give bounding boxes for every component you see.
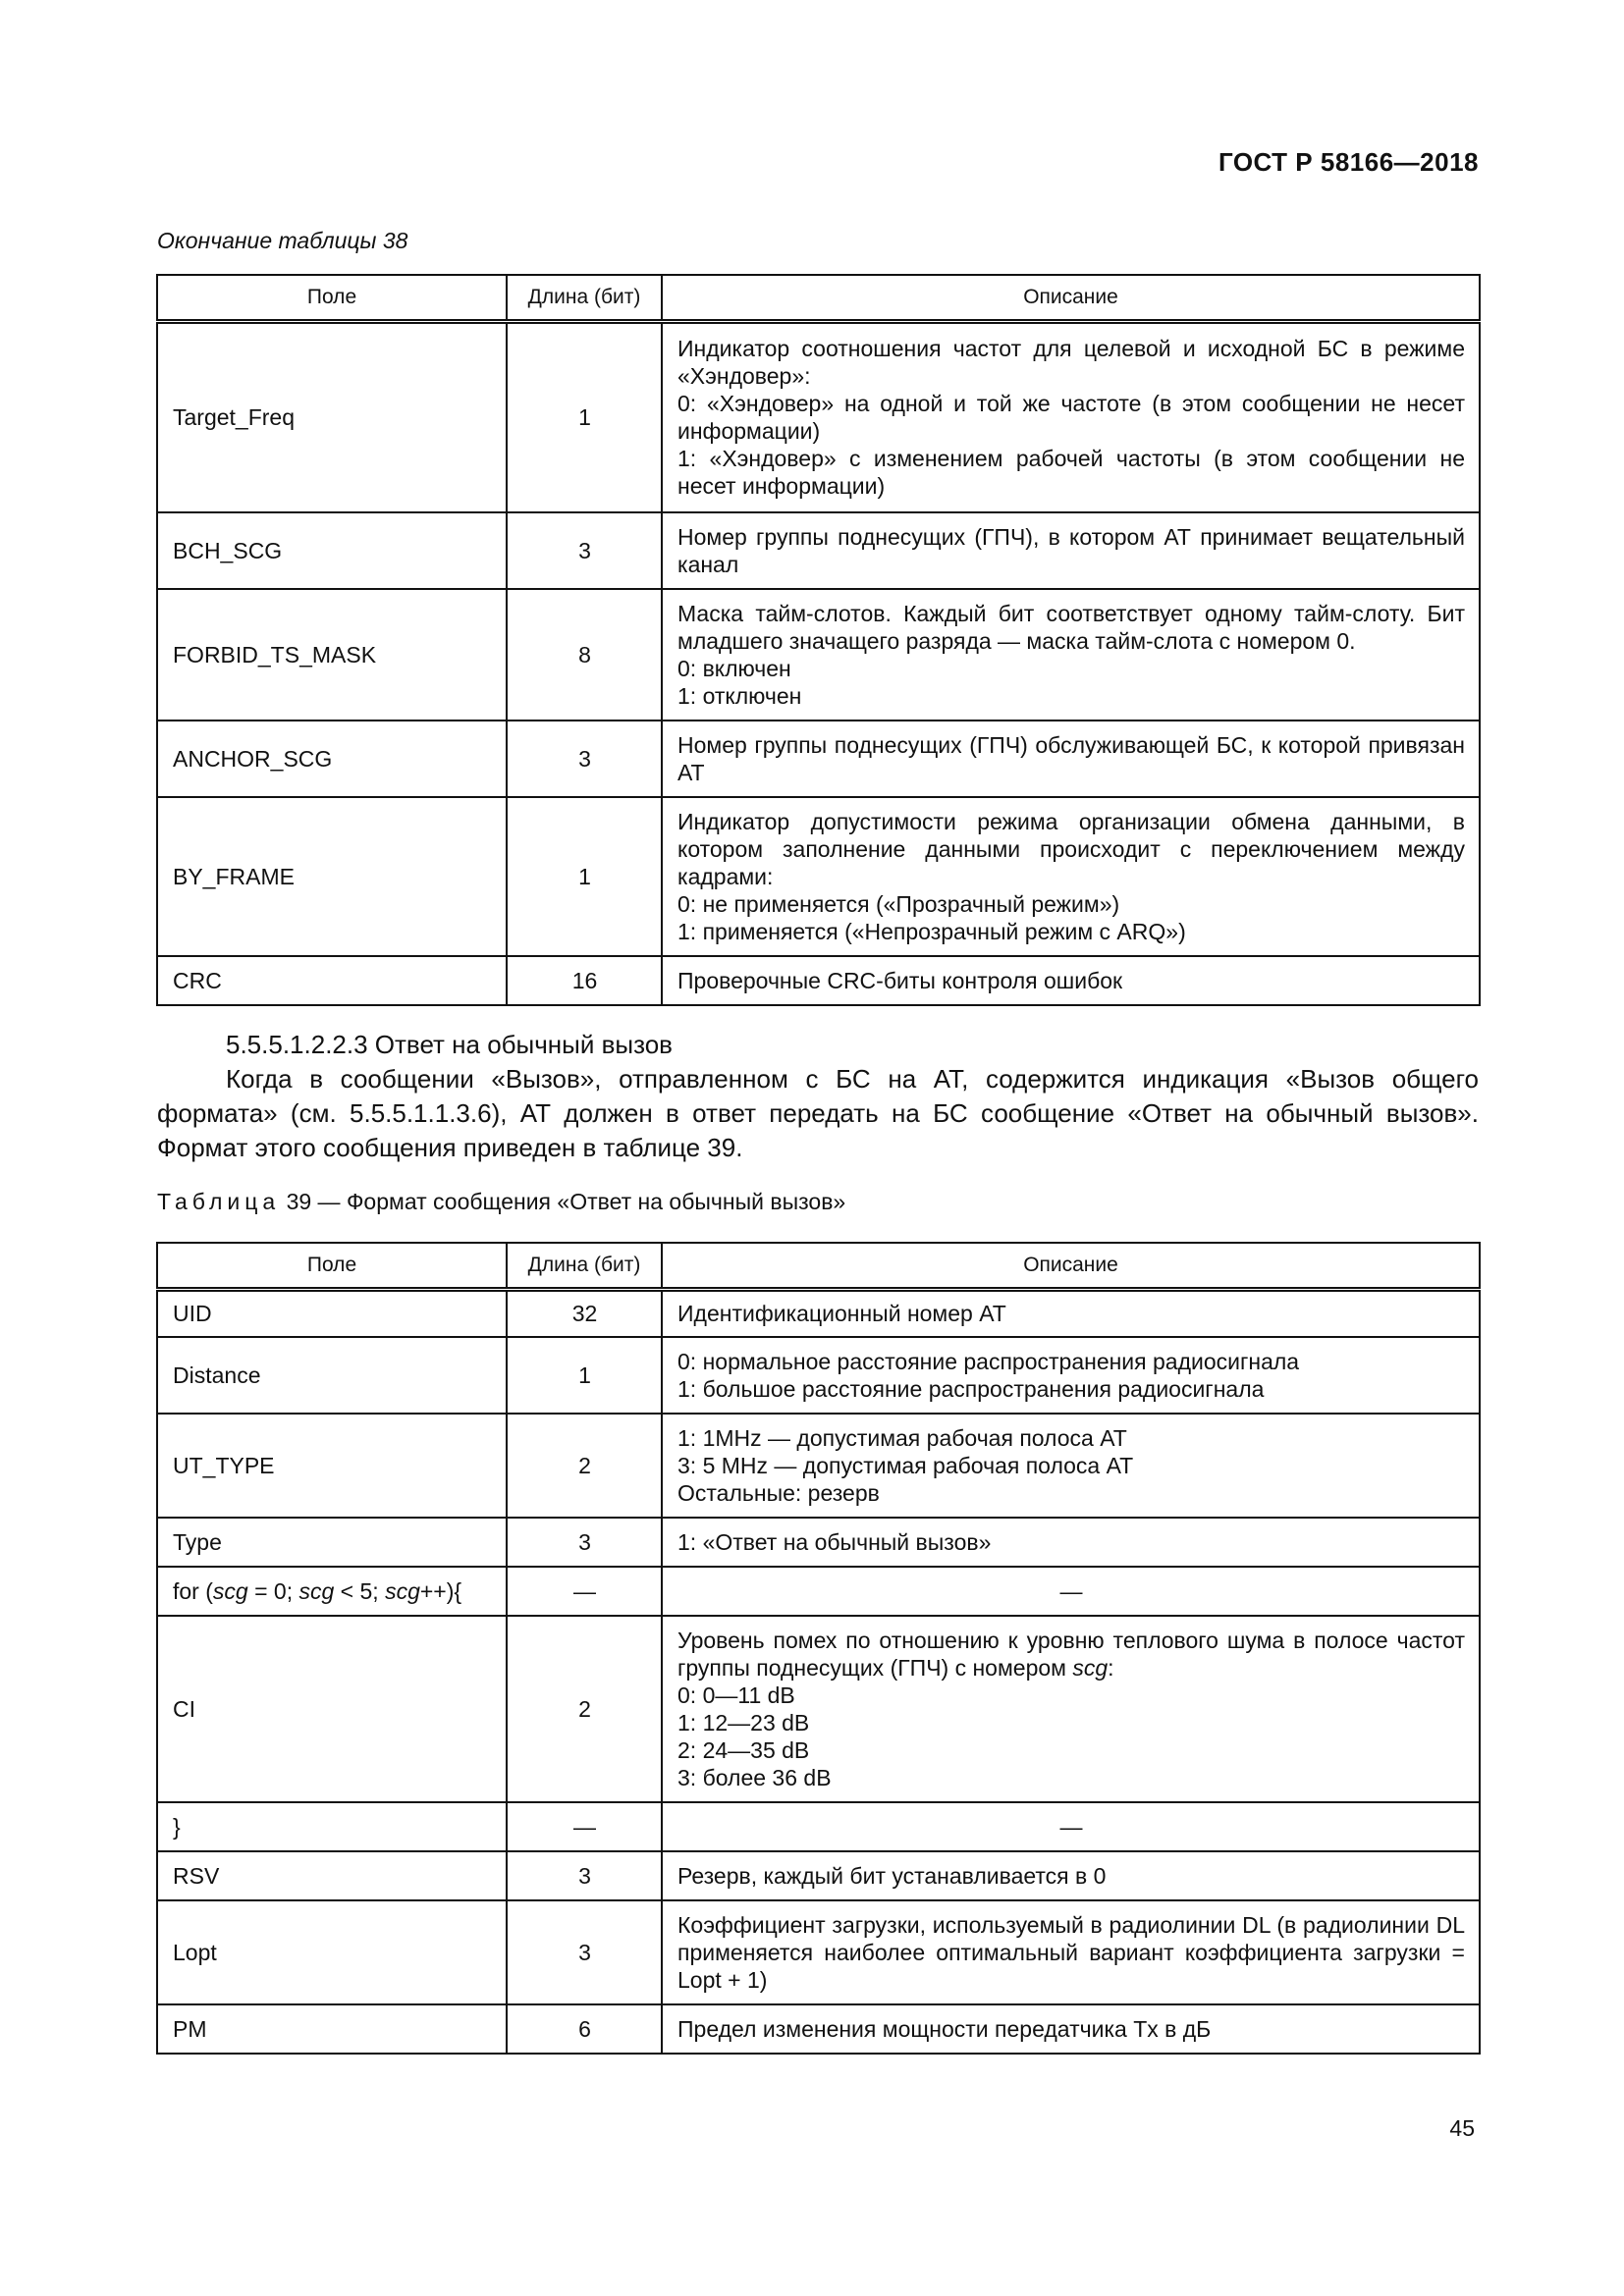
column-header-field: Поле <box>157 1243 507 1290</box>
field-cell: BY_FRAME <box>157 797 507 956</box>
table-row <box>157 956 1480 1005</box>
field-cell: Target_Freq <box>157 322 507 512</box>
field-cell: BCH_SCG <box>157 512 507 589</box>
table-row <box>157 1337 1480 1414</box>
length-cell: 6 <box>507 2004 662 2054</box>
variable-scg: scg <box>1072 1654 1109 1681</box>
section-block <box>157 1028 1479 1165</box>
table-row <box>157 322 1480 512</box>
column-header-field: Поле <box>157 275 507 322</box>
table-39 <box>156 1242 1481 2055</box>
description-cell: Индикатор допустимости режима организации обмена данными, в котором заполнение данными происходит с переключением между кадрами: 0: не применяется («Прозрачный режим») 1: применяется («Непрозрачный режим с ARQ») <box>662 797 1480 956</box>
field-cell: Distance <box>157 1337 507 1414</box>
table-row <box>157 797 1480 956</box>
length-cell: 3 <box>507 512 662 589</box>
field-cell: PM <box>157 2004 507 2054</box>
description-cell: — <box>662 1802 1480 1851</box>
table-row <box>157 2004 1480 2054</box>
description-cell: Предел изменения мощности передатчика Tx в дБ <box>662 2004 1480 2054</box>
description-cell: — <box>662 1567 1480 1616</box>
length-cell: 16 <box>507 956 662 1005</box>
length-cell: — <box>507 1802 662 1851</box>
description-cell: Уровень помех по отношению к уровню теплового шума в полосе частот группы поднесущих (ГПЧ) с номером scg: 0: 0—11 dB 1: 12—23 dB 2: 24—35 dB 3: более 36 dB <box>662 1616 1480 1802</box>
field-cell: ANCHOR_SCG <box>157 721 507 797</box>
table-row <box>157 512 1480 589</box>
table-row <box>157 1851 1480 1900</box>
description-cell: Маска тайм-слотов. Каждый бит соответствует одному тайм-слоту. Бит младшего значащего разряда — маска тайм-слота с номером 0. 0: включен 1: отключен <box>662 589 1480 721</box>
table-row <box>157 589 1480 721</box>
section-paragraph: Когда в сообщении «Вызов», отправленном с БС на АТ, содержится индикация «Вызов общего формата» (см. 5.5.5.1.1.3.6), АТ должен в ответ передать на БС сообщение «Ответ на обычный вызов». Формат этого сообщения приведен в таблице 39. <box>157 1064 1479 1162</box>
table-row <box>157 1900 1480 2004</box>
description-cell: 1: «Ответ на обычный вызов» <box>662 1518 1480 1567</box>
standard-code: ГОСТ Р 58166—2018 <box>1218 147 1479 177</box>
length-cell: 3 <box>507 1900 662 2004</box>
description-cell: Коэффициент загрузки, используемый в радиолинии DL (в радиолинии DL применяется наиболее оптимальный вариант коэффициента загрузки = Lopt + 1) <box>662 1900 1480 2004</box>
field-cell: FORBID_TS_MASK <box>157 589 507 721</box>
description-cell: Идентификационный номер АТ <box>662 1290 1480 1337</box>
section-heading: 5.5.5.1.2.2.3 Ответ на обычный вызов <box>226 1030 673 1059</box>
column-header-length: Длина (бит) <box>507 1243 662 1290</box>
description-cell: Резерв, каждый бит устанавливается в 0 <box>662 1851 1480 1900</box>
table-header-row <box>157 275 1480 322</box>
table-row <box>157 1290 1480 1337</box>
page-number: 45 <box>1449 2115 1475 2141</box>
table-continuation-label: Окончание таблицы 38 <box>157 228 408 253</box>
length-cell: 2 <box>507 1414 662 1518</box>
description-cell: Номер группы поднесущих (ГПЧ), в котором АТ принимает вещательный канал <box>662 512 1480 589</box>
field-cell: UID <box>157 1290 507 1337</box>
length-cell: 32 <box>507 1290 662 1337</box>
table-39-caption <box>157 1189 845 1215</box>
table-header-row <box>157 1243 1480 1290</box>
length-cell: 3 <box>507 721 662 797</box>
field-cell: CRC <box>157 956 507 1005</box>
column-header-description: Описание <box>662 1243 1480 1290</box>
length-cell: 3 <box>507 1851 662 1900</box>
length-cell: 1 <box>507 1337 662 1414</box>
field-cell: Lopt <box>157 1900 507 2004</box>
length-cell: 8 <box>507 589 662 721</box>
length-cell: 1 <box>507 797 662 956</box>
length-cell: — <box>507 1567 662 1616</box>
description-cell: 1: 1MHz — допустимая рабочая полоса АТ 3: 5 MHz — допустимая рабочая полоса АТ Остальные: резерв <box>662 1414 1480 1518</box>
field-cell: RSV <box>157 1851 507 1900</box>
description-cell: Индикатор соотношения частот для целевой и исходной БС в режиме «Хэндовер»: 0: «Хэндовер» на одной и той же частоте (в этом сообщении не несет информации) 1: «Хэндовер» с изменением рабочей частоты (в этом сообщении не несет информации) <box>662 322 1480 512</box>
table-row <box>157 1616 1480 1802</box>
field-cell: Type <box>157 1518 507 1567</box>
field-cell: UT_TYPE <box>157 1414 507 1518</box>
field-cell: CI <box>157 1616 507 1802</box>
length-cell: 1 <box>507 322 662 512</box>
table-caption-label: Таблица <box>157 1189 281 1214</box>
table-38 <box>156 274 1481 1006</box>
column-header-description: Описание <box>662 275 1480 322</box>
table-caption-text: 39 — Формат сообщения «Ответ на обычный вызов» <box>286 1189 846 1214</box>
field-cell: } <box>157 1802 507 1851</box>
field-cell: for (scg = 0; scg < 5; scg++){ <box>157 1567 507 1616</box>
table-row <box>157 1567 1480 1616</box>
description-cell: Проверочные CRC-биты контроля ошибок <box>662 956 1480 1005</box>
table-row <box>157 1802 1480 1851</box>
table-row <box>157 721 1480 797</box>
length-cell: 2 <box>507 1616 662 1802</box>
description-cell: Номер группы поднесущих (ГПЧ) обслуживающей БС, к которой привязан АТ <box>662 721 1480 797</box>
table-row <box>157 1518 1480 1567</box>
description-cell: 0: нормальное расстояние распространения радиосигнала 1: большое расстояние распространения радиосигнала <box>662 1337 1480 1414</box>
length-cell: 3 <box>507 1518 662 1567</box>
table-row <box>157 1414 1480 1518</box>
column-header-length: Длина (бит) <box>507 275 662 322</box>
